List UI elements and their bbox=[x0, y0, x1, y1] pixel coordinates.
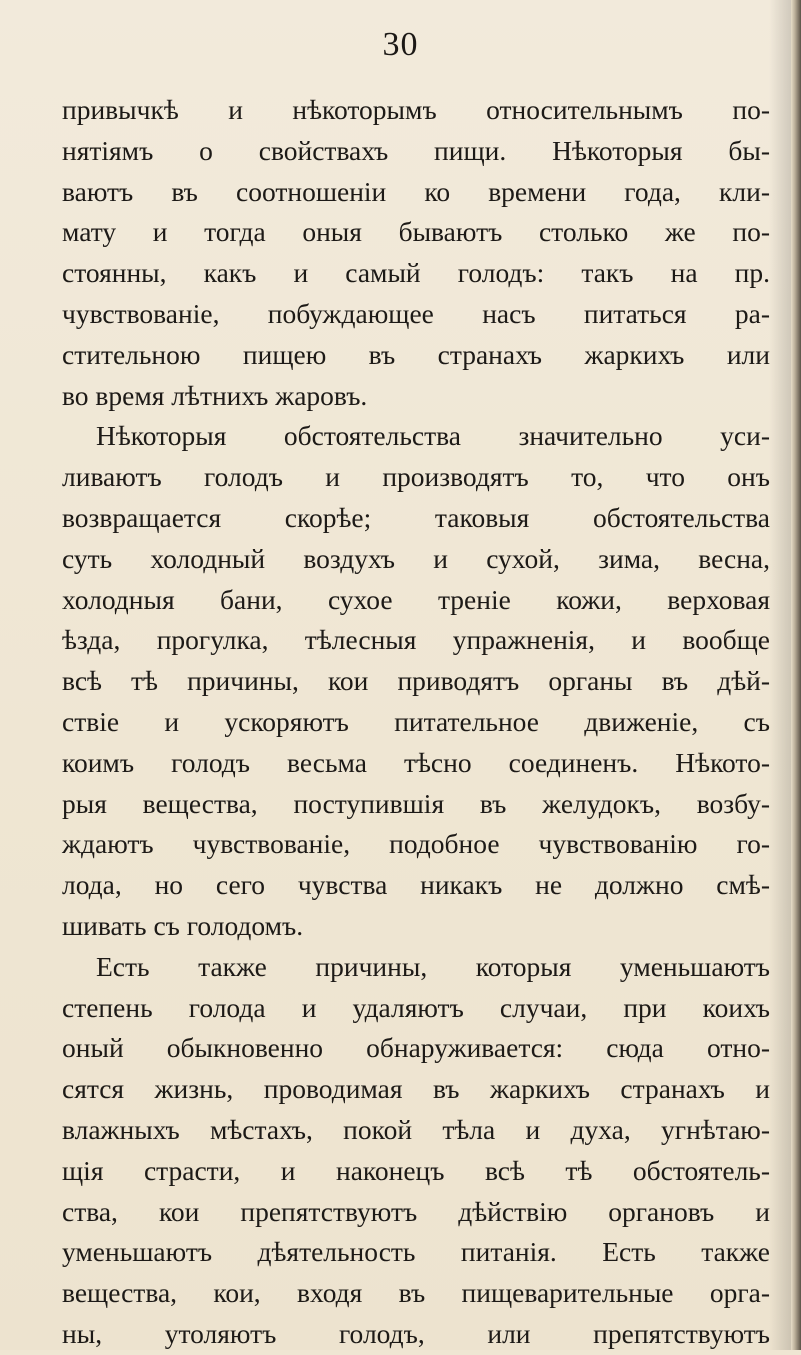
text-line: ливаютъ голодъ и производятъ то, что онъ bbox=[62, 461, 770, 493]
text-line: мату и тогда оныя бываютъ столько же по- bbox=[62, 216, 770, 248]
text-line: возвращается скорѣе; таковыя обстоятельства bbox=[62, 501, 770, 533]
body-text bbox=[62, 90, 770, 1355]
text-line: ствіе и ускоряютъ питательное движеніе, съ bbox=[62, 705, 770, 737]
text-line: ѣзда, прогулка, тѣлесныя упражненія, и вообще bbox=[62, 624, 770, 656]
text-line: нятіямъ о свойствахъ пищи. Нѣкоторыя бы- bbox=[62, 134, 770, 166]
text-line: ждаютъ чувствованіе, подобное чувствованію го- bbox=[62, 828, 770, 860]
text-line: щія страсти, и наконецъ всѣ тѣ обстоятель- bbox=[62, 1154, 770, 1186]
text-line: ваютъ въ соотношеніи ко времени года, кли- bbox=[62, 175, 770, 207]
text-line: стительною пищею въ странахъ жаркихъ или bbox=[62, 338, 770, 370]
text-line: уменьшаютъ дѣятельность питанія. Есть также bbox=[62, 1236, 770, 1268]
text-line: привычкѣ и нѣкоторымъ относительнымъ по- bbox=[62, 94, 770, 125]
text-line: Нѣкоторыя обстоятельства значительно уси- bbox=[96, 420, 770, 452]
text-line: рыя вещества, поступившія въ желудокъ, возбу- bbox=[62, 787, 770, 819]
text-line: лода, но сего чувства никакъ не должно смѣ- bbox=[62, 869, 770, 901]
text-line: во время лѣтнихъ жаровъ. bbox=[62, 379, 368, 411]
text-line: суть холодный воздухъ и сухой, зима, весна, bbox=[62, 542, 770, 574]
text-line: Есть также причины, которыя уменьшаютъ bbox=[96, 950, 770, 982]
text-line: всѣ тѣ причины, кои приводятъ органы въ дѣй- bbox=[62, 665, 770, 697]
text-line: оный обыкновенно обнаруживается: сюда отно- bbox=[62, 1032, 770, 1064]
text-line: стоянны, какъ и самый голодъ: такъ на пр. bbox=[62, 257, 770, 289]
text-line: ны, утоляютъ голодъ, или препятствуютъ bbox=[62, 1317, 770, 1349]
text-line: шивать съ голодомъ. bbox=[62, 909, 304, 941]
text-line: сятся жизнь, проводимая въ жаркихъ странахъ и bbox=[62, 1073, 770, 1105]
page-edge-shadow bbox=[791, 0, 801, 1350]
text-line: вещества, кои, входя въ пищеварительные орга- bbox=[62, 1277, 770, 1309]
text-line: коимъ голодъ весьма тѣсно соединенъ. Нѣкото- bbox=[62, 746, 770, 778]
text-line: влажныхъ мѣстахъ, покой тѣла и духа, угнѣтаю- bbox=[62, 1113, 770, 1145]
text-line: степень голода и удаляютъ случаи, при коихъ bbox=[62, 991, 770, 1023]
text-line: ства, кои препятствуютъ дѣйствію органовъ и bbox=[62, 1195, 770, 1227]
text-line: холодныя бани, сухое треніе кожи, верховая bbox=[62, 583, 770, 615]
page-number: 30 bbox=[382, 26, 419, 63]
text-line: чувствованіе, побуждающее насъ питаться ра- bbox=[62, 297, 770, 329]
